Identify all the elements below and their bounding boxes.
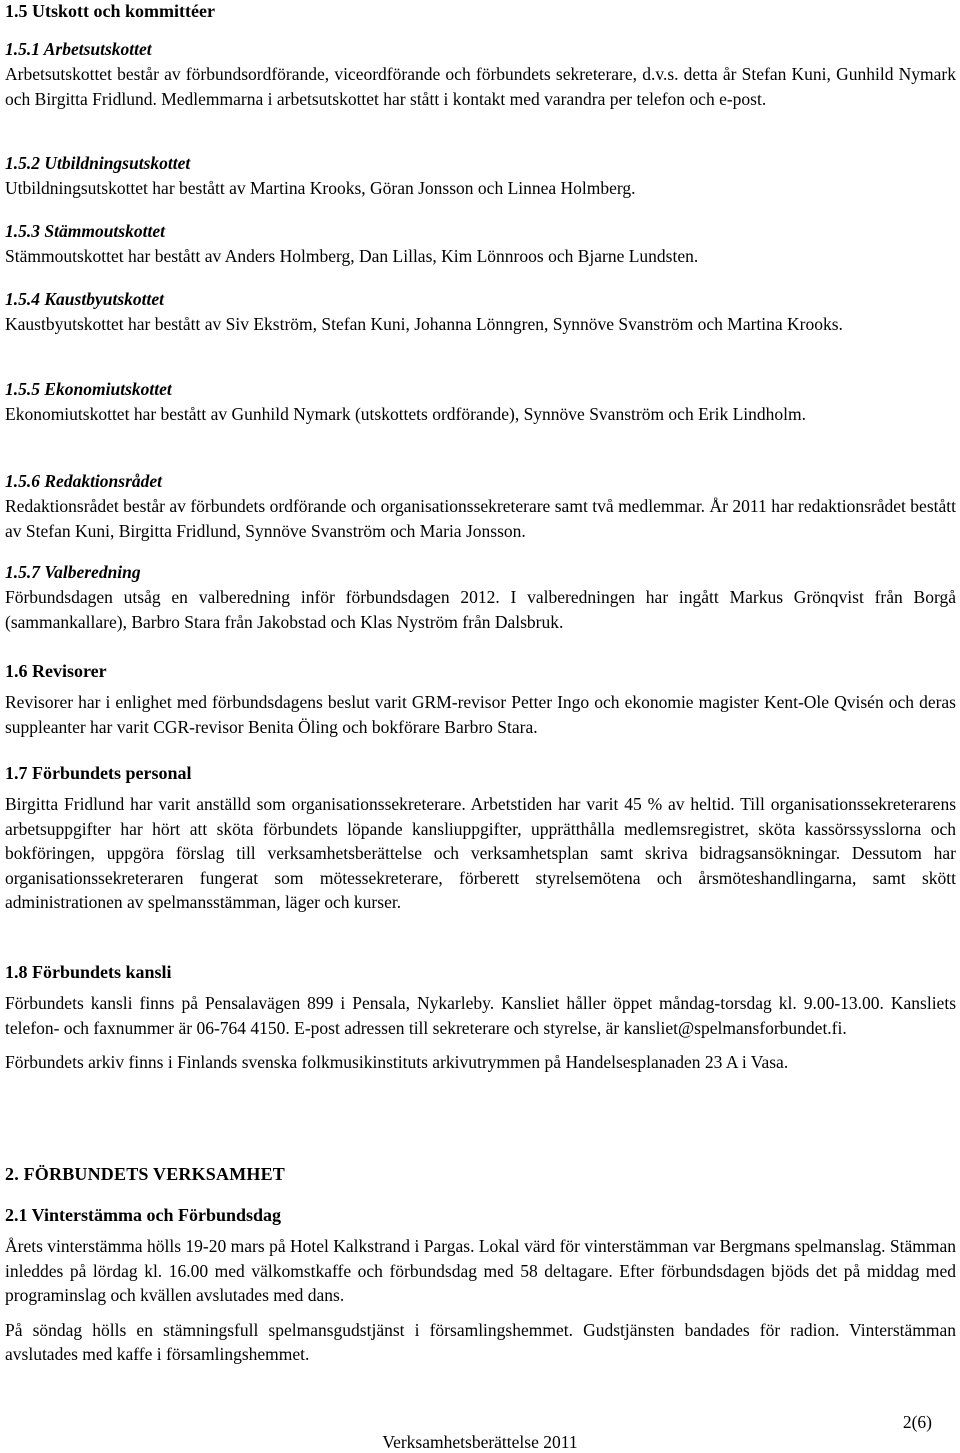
heading-1-5-5: 1.5.5 Ekonomiutskottet [5, 379, 172, 399]
paragraph-1-5-6: Redaktionsrådet består av förbundets ordförande och organisationssekreterare samt två medlemmar. År 2011 har redaktionsrådet bestått av Stefan Kuni, Birgitta Fridlund, Synnöve Svanström och Maria Jonsson. [5, 496, 956, 541]
paragraph-1-5-5: Ekonomiutskottet har bestått av Gunhild Nymark (utskottets ordförande), Synnöve Svanström och Erik Lindholm. [5, 404, 806, 424]
section-1-5-6 [5, 470, 956, 543]
section-1-5-1 [5, 38, 956, 111]
heading-1-5: 1.5 Utskott och kommittéer [5, 1, 215, 21]
section-1-8 [5, 961, 956, 1075]
footer-title: Verksamhetsberättelse 2011 [382, 1432, 578, 1452]
heading-1-8: 1.8 Förbundets kansli [5, 962, 172, 982]
heading-1-5-7: 1.5.7 Valberedning [5, 562, 141, 582]
section-1-5-4 [5, 288, 956, 337]
page-number: 2(6) [902, 1412, 932, 1432]
paragraph-1-8-b: Förbundets arkiv finns i Finlands svenska folkmusikinstituts arkivutrymmen på Handelsesplanaden 23 A i Vasa. [5, 1052, 789, 1072]
section-2 [5, 1164, 956, 1185]
paragraph-1-5-2: Utbildningsutskottet har bestått av Martina Krooks, Göran Jonsson och Linnea Holmberg. [5, 178, 636, 198]
paragraph-1-8-a: Förbundets kansli finns på Pensalavägen 899 i Pensala, Nykarleby. Kansliet håller öppet måndag-torsdag kl. 9.00-13.00. Kansliets telefon- och faxnummer är 06-764 4150. E-post adressen till sekreterare och styrelse, är kansliet@spelmansforbundet.fi. [5, 993, 956, 1038]
section-1-5-2 [5, 152, 956, 201]
section-1-6 [5, 660, 956, 739]
section-1-5-7 [5, 561, 956, 634]
paragraph-1-5-7: Förbundsdagen utsåg en valberedning inför förbundsdagen 2012. I valberedningen har ingått Markus Grönqvist från Borgå (sammankallare), Barbro Stara från Jakobstad och Klas Nyström från Dalsbruk. [5, 587, 956, 632]
heading-2: 2. FÖRBUNDETS VERKSAMHET [5, 1164, 286, 1184]
section-1-5-3 [5, 220, 956, 269]
section-1-7 [5, 762, 956, 915]
section-2-1 [5, 1204, 956, 1367]
paragraph-2-1-a: Årets vinterstämma hölls 19-20 mars på Hotel Kalkstrand i Pargas. Lokal värd för vinterstämman var Bergmans spelmanslag. Stämman inleddes på lördag kl. 16.00 med välkomstkaffe och förbundsdag med 58 deltagare. Efter förbundsdagen bjöds det på middag med programinslag och kvällen avslutades med dans. [5, 1236, 956, 1305]
heading-1-5-2: 1.5.2 Utbildningsutskottet [5, 153, 191, 173]
section-1-5-5 [5, 378, 956, 427]
heading-1-5-6: 1.5.6 Redaktionsrådet [5, 471, 163, 491]
paragraph-1-7: Birgitta Fridlund har varit anställd som organisationssekreterare. Arbetstiden har varit 45 % av heltid. Till organisationssekreterarens arbetsuppgifter har hört att sköta förbundets löpande kansliuppgifter, upprätthålla medlemsregistret, sköta kassörssysslorna och bokföringen, uppgöra förslag till verksamhetsberättelse och verksamhetsplan samt skriva bidragsansökningar. Dessutom har organisationssekreteraren fungerat som mötessekreterare, förberett styrelsemötena och årsmöteshandlingarna, samt skött administrationen av spelmansstämman, läger och kurser. [5, 794, 956, 912]
heading-1-5-4: 1.5.4 Kaustbyutskottet [5, 289, 164, 309]
paragraph-2-1-b: På söndag hölls en stämningsfull spelmansgudstjänst i församlingshemmet. Gudstjänsten bandades för radion. Vinterstämman avslutades med kaffe i församlingshemmet. [5, 1319, 956, 1364]
paragraph-1-5-3: Stämmoutskottet har bestått av Anders Holmberg, Dan Lillas, Kim Lönnroos och Bjarne Lundsten. [5, 246, 699, 266]
heading-1-7: 1.7 Förbundets personal [5, 763, 192, 783]
paragraph-1-5-4: Kaustbyutskottet har bestått av Siv Ekström, Stefan Kuni, Johanna Lönngren, Synnöve Svanström och Martina Krooks. [5, 314, 843, 334]
paragraph-1-6: Revisorer har i enlighet med förbundsdagens beslut varit GRM-revisor Petter Ingo och ekonomie magister Kent-Ole Qvisén och deras suppleanter har varit CGR-revisor Benita Öling och bokförare Barbro Stara. [5, 692, 956, 737]
heading-2-1: 2.1 Vinterstämma och Förbundsdag [5, 1205, 282, 1225]
section-1-5 [5, 0, 956, 22]
heading-1-5-3: 1.5.3 Stämmoutskottet [5, 221, 165, 241]
paragraph-1-5-1: Arbetsutskottet består av förbundsordförande, viceordförande och förbundets sekreterare, d.v.s. detta år Stefan Kuni, Gunhild Nymark och Birgitta Fridlund. Medlemmarna i arbetsutskottet har stått i kontakt med varandra per telefon och e-post. [5, 64, 956, 109]
heading-1-5-1: 1.5.1 Arbetsutskottet [5, 39, 152, 59]
heading-1-6: 1.6 Revisorer [5, 661, 107, 681]
